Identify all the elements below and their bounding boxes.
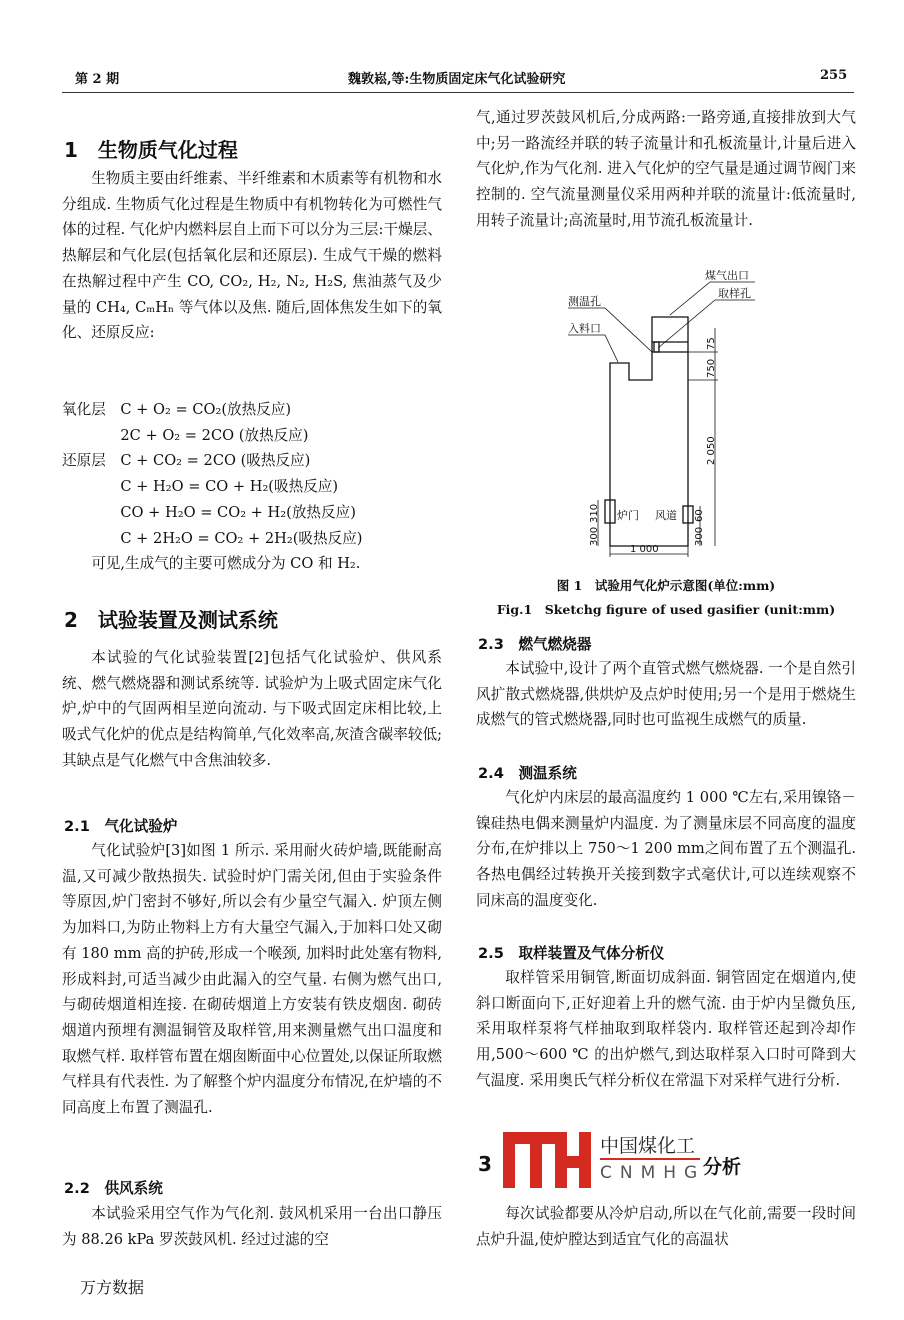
watermark-footer: 万方数据 (80, 1278, 145, 1297)
figure-caption-cn: 图 1 试验用气化炉示意图(单位:mm) (556, 578, 776, 593)
equations (62, 397, 363, 551)
section-2-title: 2 试验装置及测试系统 (64, 608, 278, 632)
issue-number: 第 2 期 (75, 72, 120, 87)
section-2-paragraph: 本试验的气化试验装置[2]包括气化试验炉、供风系统、燃气燃烧器和测试系统等. 试验炉为上吸式固定床气化炉,炉中的气固两相呈逆向流动. 与下吸式固定床相比较,上吸式气化炉的优点是结构简单,气化效率高,灰渣含碳率较低;其缺点是气化燃气中含焦油较多. (62, 649, 442, 769)
section-2-1-paragraph: 气化试验炉[3]如图 1 所示. 采用耐火砖炉墙,既能耐高温,又可减少散热损失. 试验时炉门需关闭,但由于实验条件等原因,炉门密封不够好,所以会有少量空气漏入. 炉顶左侧为加料口,为防止物料上方有大量空气漏入,于加料口处又砌有 180 mm 高的护砖,形成一个喉颈, 加料时此处塞有物料,形成料封,可适当减少由此漏入的空气量. 右侧为燃气出口,与砌砖烟道相连接. 在砌砖烟道上方安装有铁皮烟囱. 砌砖烟道内预埋有测温铜管及取样管,用来测量燃气出口温度和取燃气样. 取样管布置在烟囱断面中心位置处,以保证所取燃气样具有代表性. 为了解整个炉内温度分布情况,在炉墙的不同高度上布置了测温孔. (62, 842, 442, 1117)
section-2-5-title: 2.5 取样装置及气体分析仪 (478, 945, 665, 962)
section-2-1-title: 2.1 气化试验炉 (64, 818, 178, 835)
supply-paragraph-continued: 气,通过罗茨鼓风机后,分成两路:一路旁通,直接排放到大气中;另一路流经并联的转子流量计和孔板流量计,计量后进入气化炉,作为气化剂. 进入气化炉的空气量是通过调节阀门来控制的. 空气流量测量仪采用两种并联的流量计:低流量时,用转子流量计;高流量时,用节流孔板流量计. (476, 109, 856, 229)
section-3-paragraph: 每次试验都要从冷炉启动,所以在气化前,需要一段时间点炉升温,使炉膛达到适宜气化的高温状 (476, 1205, 856, 1248)
equation: C + H₂O = CO + H₂(吸热反应) (62, 478, 339, 496)
dim-300-left: 300 (589, 526, 600, 546)
label-sampling-hole: 取样孔 (718, 287, 751, 300)
logo-text-cn: 中国煤化工 (600, 1135, 696, 1157)
dim-750: 750 (706, 358, 717, 378)
label-thermo-hole: 测温孔 (568, 295, 601, 308)
dim-1000: 1 000 (630, 544, 659, 555)
label-gas-outlet: 煤气出口 (705, 270, 749, 282)
header-rule (62, 92, 854, 93)
equation: C + 2H₂O = CO₂ + 2H₂(吸热反应) (62, 529, 363, 547)
equation: CO + H₂O = CO₂ + H₂(放热反应) (62, 503, 356, 521)
cnmhg-logo-icon (503, 1130, 593, 1190)
dim-60: 60 (694, 509, 705, 522)
gasifier-figure (550, 270, 760, 570)
logo-text-en: CNMHG (600, 1163, 706, 1183)
equation: 2C + O₂ = 2CO (放热反应) (62, 426, 309, 444)
label-air-duct: 风道 (655, 509, 677, 522)
section-2-2-paragraph: 本试验采用空气作为气化剂. 鼓风机采用一台出口静压为 88.26 kPa 罗茨鼓风机. 经过过滤的空 (62, 1205, 442, 1248)
section-2-3-paragraph: 本试验中,设计了两个直管式燃气燃烧器. 一个是自然引风扩散式燃烧器,供烘炉及点炉时使用;另一个是用于燃烧生成燃气的管式燃烧器,同时也可监视生成燃气的质量. (476, 660, 856, 729)
label-furnace-door: 炉门 (617, 509, 639, 522)
section-2-5-paragraph: 取样管采用铜管,断面切成斜面. 铜管固定在烟道内,使斜口断面向下,正好迎着上升的燃气流. 由于炉内呈微负压,采用取样泵将气样抽取到取样袋内. 取样管还起到冷却作用,500～600 ℃ 的出炉燃气,到达取样泵入口时可降到大气温度. 采用奥氏气样分析仪在常温下对采样气进行分析. (476, 969, 856, 1089)
section-1-paragraph: 生物质主要由纤维素、半纤维素和木质素等有机物和水分组成. 生物质气化过程是生物质中有机物转化为可燃性气体的过程. 气化炉内燃料层自上而下可以分为三层:干燥层、热解层和气化层(包括氧化层和还原层). 生成气干燥的燃料在热解过程中产生 CO, CO₂, H₂, N₂, H₂S, 焦油蒸气及少量的 CH₄, CₘHₙ 等气体以及焦. 随后,固体焦发生如下的氧化、还原反应: (62, 170, 442, 342)
dim-2050: 2 050 (706, 436, 717, 465)
section-2-4-title: 2.4 测温系统 (478, 765, 577, 782)
equation: 还原层 C + CO₂ = 2CO (吸热反应) (62, 452, 311, 470)
page-number: 255 (820, 68, 848, 83)
logo-divider (600, 1158, 700, 1160)
section-2-3-title: 2.3 燃气燃烧器 (478, 636, 592, 653)
dim-310: 310 (589, 503, 600, 523)
label-feed-inlet: 入料口 (568, 322, 601, 335)
dim-75: 75 (706, 337, 717, 350)
equation: 氧化层 C + O₂ = CO₂(放热反应) (62, 401, 292, 418)
figure-caption-en: Fig.1 Sketchg figure of used gasifier (unit:mm) (496, 602, 836, 617)
section-2-2-title: 2.2 供风系统 (64, 1180, 163, 1197)
section-3-number: 3 (478, 1152, 492, 1176)
dim-300-right: 300 (694, 526, 705, 546)
section-3-title-suffix: 分析 (703, 1156, 742, 1178)
section-2-4-paragraph: 气化炉内床层的最高温度约 1 000 ℃左右,采用镍铬－镍硅热电偶来测量炉内温度. 为了测量床层不同高度的温度分布,在炉排以上 750～1 200 mm之间布置了五个测温孔. 各热电偶经过转换开关接到数字式毫伏计,可以连续观察不同床高的温度变化. (476, 789, 856, 909)
section-1-conclusion: 可见,生成气的主要可燃成分为 CO 和 H₂. (91, 555, 361, 572)
running-title: 魏敦崧,等:生物质固定床气化试验研究 (348, 72, 566, 87)
section-1-title: 1 生物质气化过程 (64, 138, 238, 162)
